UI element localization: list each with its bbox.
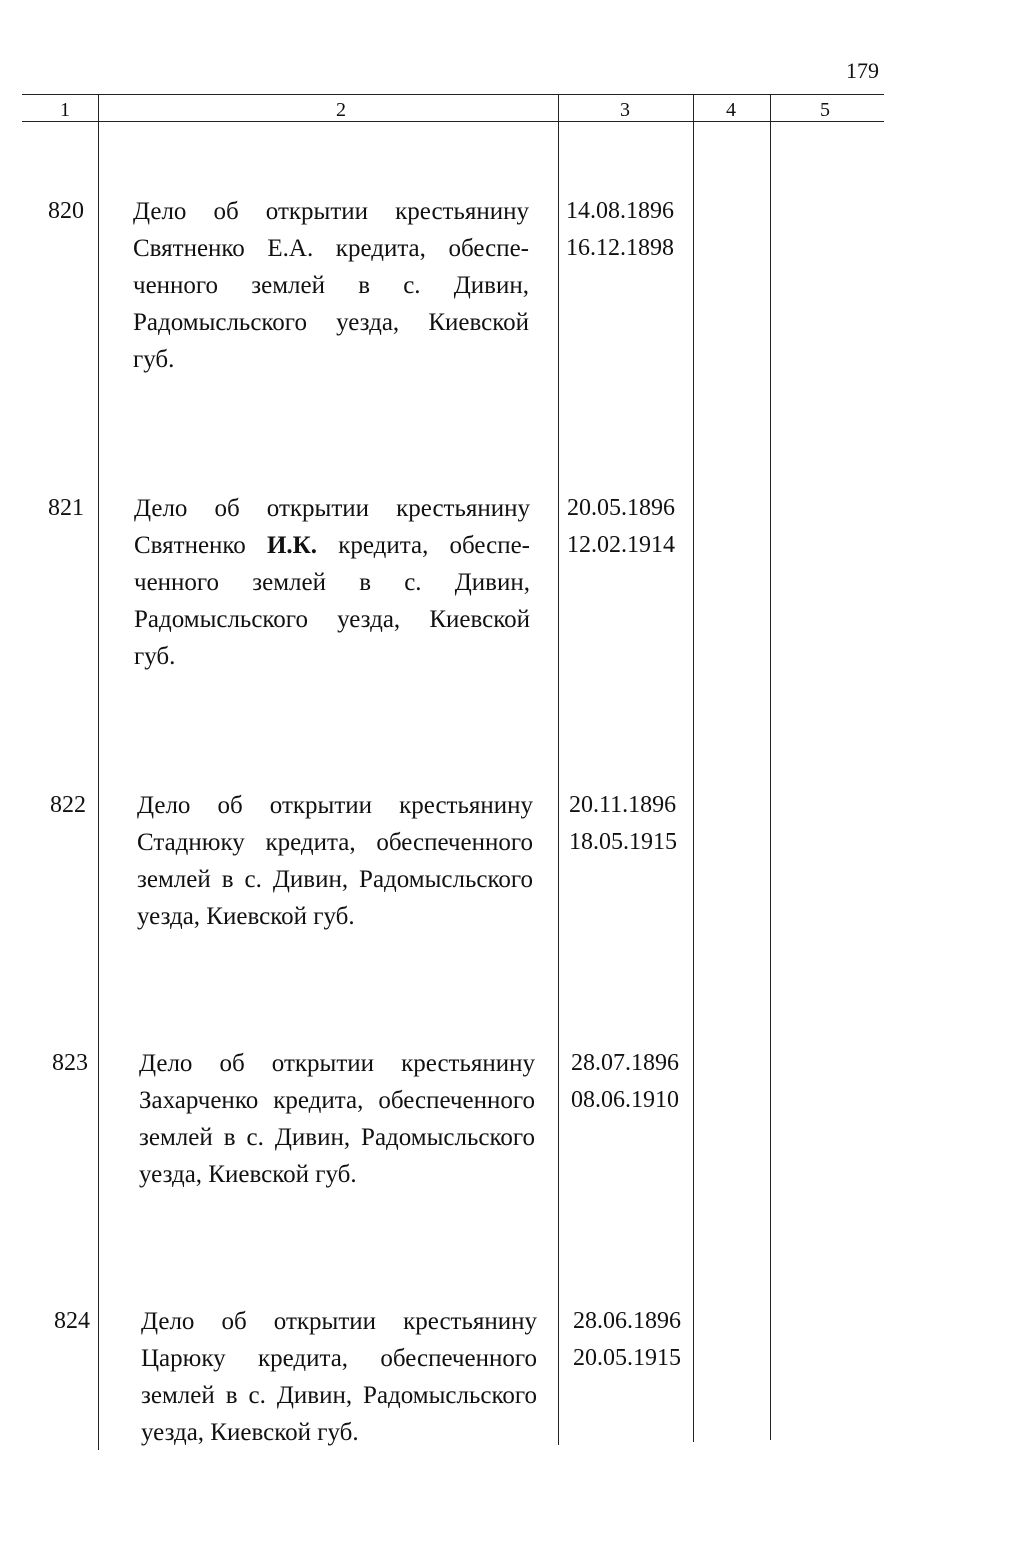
date-start: 28.07.1896: [571, 1050, 679, 1076]
record-number: 820: [48, 198, 84, 224]
page-number: 179: [846, 58, 879, 83]
record-dates: [567, 490, 695, 564]
record-description: [134, 490, 530, 675]
record-number: 821: [48, 495, 84, 521]
column-header-1: 1: [60, 99, 70, 121]
date-start: 20.11.1896: [569, 792, 677, 818]
description-initials: И.К.: [266, 532, 318, 559]
table-row: [0, 490, 1024, 690]
description-text: Дело об открытии крестьянину Святненко: [134, 495, 530, 559]
table-row: [0, 193, 1024, 393]
record-dates: [569, 787, 697, 861]
date-end: 12.02.1914: [567, 532, 675, 558]
table-row: [0, 787, 1024, 987]
record-number: 822: [50, 792, 86, 818]
column-header-3: 3: [620, 99, 630, 121]
record-description: Дело об открытии крестьянину Святненко Е.А. кредита, обеспеченного землей в с. Дивин, Радомысльского уезда, Киевской губ.: [133, 198, 529, 373]
date-start: 20.05.1896: [567, 495, 675, 521]
record-number: 824: [54, 1308, 90, 1334]
record-description: Дело об открытии крестьянину Царюку кредита, обеспеченного землей в с. Дивин, Радомысльского уезда, Киевской губ.: [141, 1308, 537, 1446]
table-row: [0, 1303, 1024, 1503]
record-number: 823: [52, 1050, 88, 1076]
record-dates: [566, 193, 694, 267]
date-end: 08.06.1910: [571, 1087, 679, 1113]
table-top-rule: [22, 94, 884, 95]
table-row: [0, 1045, 1024, 1245]
record-description: Дело об открытии крестьянину Стаднюку кредита, обеспеченного землей в с. Дивин, Радомысльского уезда, Киевской губ.: [137, 792, 533, 930]
column-header-2: 2: [336, 99, 346, 121]
description-text: кредита, обеспеченного землей в с. Дивин, Радомысльского уезда, Киевской губ.: [134, 532, 530, 670]
date-start: 28.06.1896: [573, 1308, 681, 1334]
column-header-4: 4: [726, 99, 736, 121]
record-description: Дело об открытии крестьянину Захарченко кредита, обеспеченного землей в с. Дивин, Радомысльского уезда, Киевской губ.: [139, 1050, 535, 1188]
column-header-5: 5: [820, 99, 830, 121]
date-start: 14.08.1896: [566, 198, 674, 224]
date-end: 20.05.1915: [573, 1345, 681, 1371]
date-end: 16.12.1898: [566, 235, 674, 261]
record-dates: [573, 1303, 701, 1377]
date-end: 18.05.1915: [569, 829, 677, 855]
record-dates: [571, 1045, 699, 1119]
